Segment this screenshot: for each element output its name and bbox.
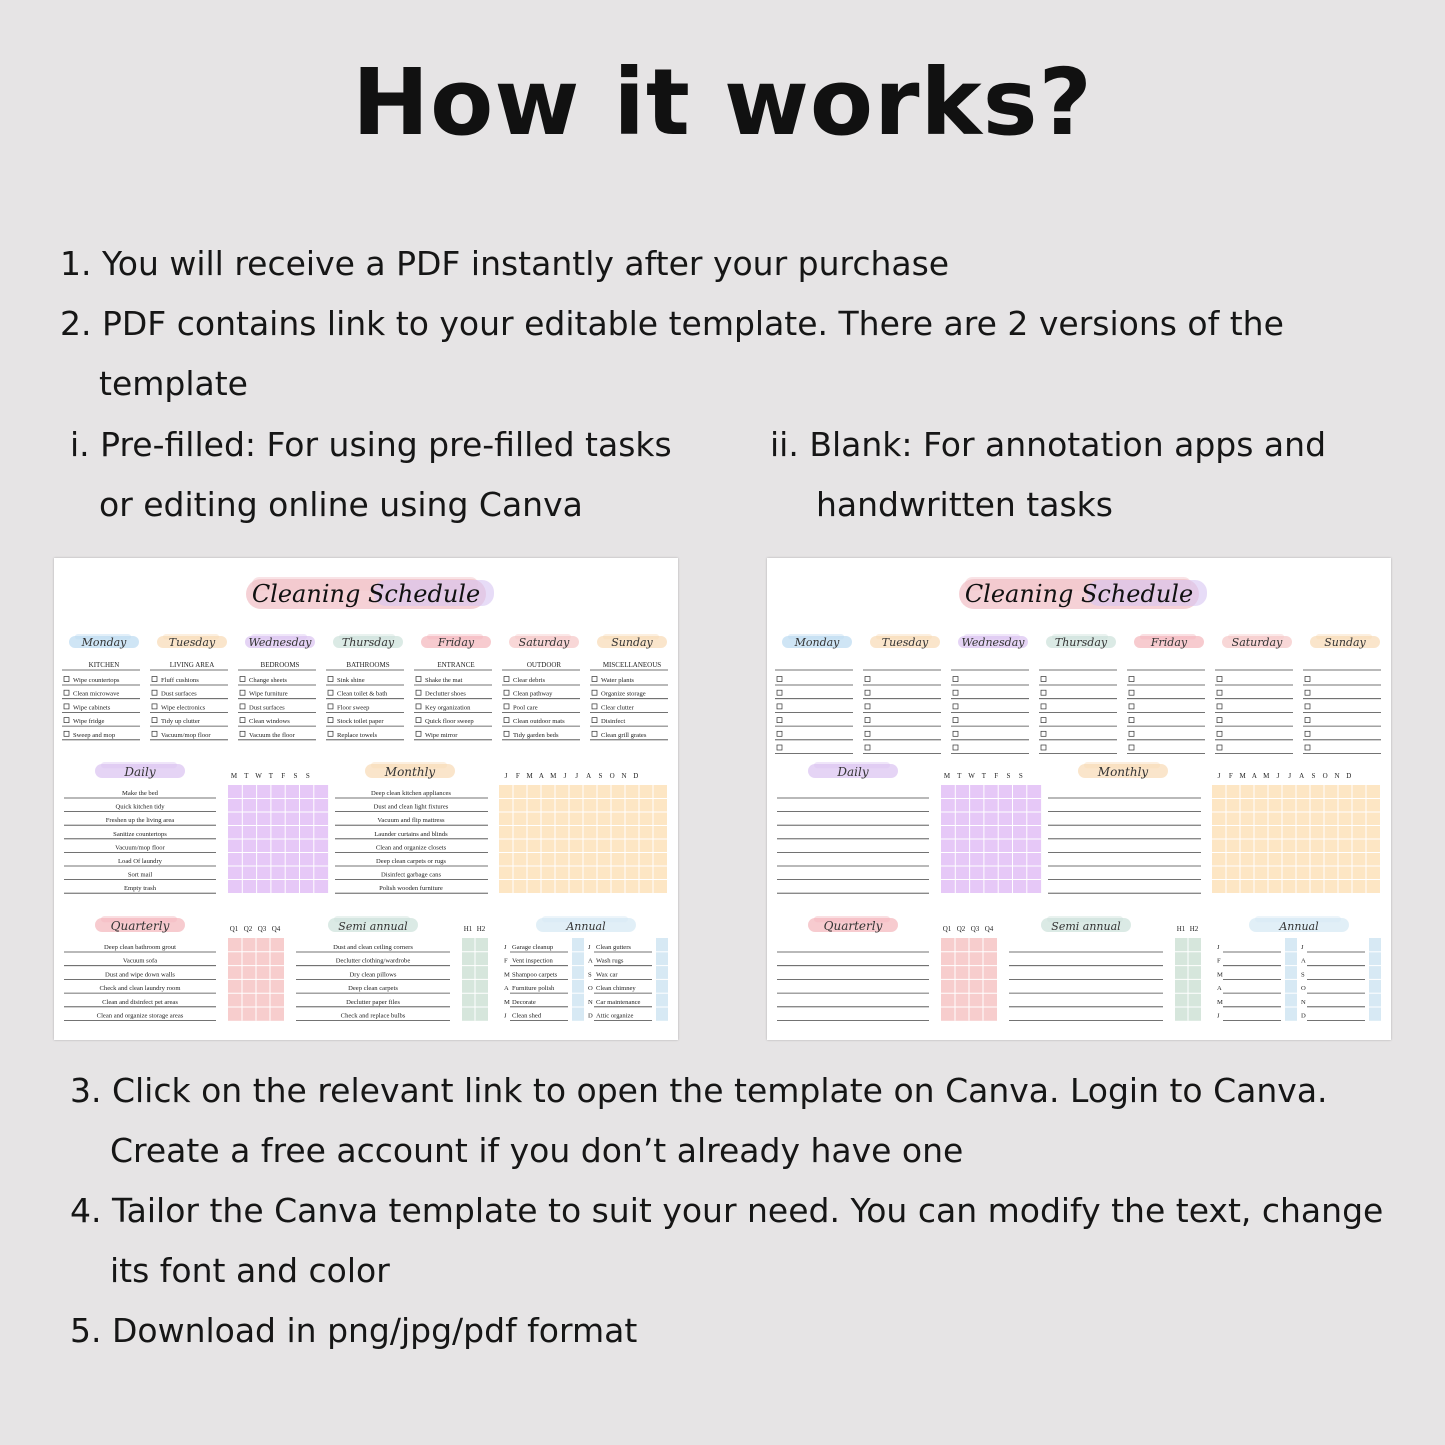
month-letter: M <box>550 772 557 780</box>
checkbox <box>1129 745 1134 750</box>
month-letter: D <box>633 772 639 780</box>
daily-task: Empty trash <box>123 885 157 893</box>
day-label-tuesday: Tuesday <box>881 636 929 649</box>
step-5: 5. Download in png/jpg/pdf format <box>70 1311 638 1350</box>
month-letter: J <box>1217 772 1221 780</box>
checkbox <box>416 718 421 723</box>
checkbox <box>865 731 870 736</box>
monthly-task: Deep clean kitchen appliances <box>370 790 452 797</box>
daily-day-letter: S <box>293 772 298 780</box>
step-2-line-2: template <box>99 364 248 403</box>
month-letter: O <box>1322 772 1328 780</box>
weekly-task: Clear debris <box>513 677 546 684</box>
semi-task: Check and replace bulbs <box>340 1012 406 1020</box>
step-3-line-1: 3. Click on the relevant link to open the template on Canva. Login to Canva. <box>70 1071 1328 1110</box>
annual-month-right: A <box>1301 957 1306 965</box>
version-prefilled-line-1: i. Pre-filled: For using pre-filled tasks <box>70 425 672 464</box>
annual-month-left: F <box>504 957 508 965</box>
weekly-task: Clean grill grates <box>601 731 647 739</box>
checkbox <box>1041 690 1046 695</box>
quarter-label: Q1 <box>942 925 952 933</box>
weekly-task: Wipe mirror <box>425 731 458 739</box>
checkbox <box>240 718 245 723</box>
month-letter: M <box>526 772 533 780</box>
area-label-2: BEDROOMS <box>260 661 300 669</box>
annual-month-right: S <box>588 971 592 979</box>
checkbox <box>865 704 870 709</box>
checkbox <box>1217 731 1222 736</box>
checkbox <box>504 677 509 682</box>
checkbox <box>865 677 870 682</box>
quarterly-label: Quarterly <box>110 919 170 933</box>
quarterly-task: Dust and wipe down walls <box>105 971 175 979</box>
step-1: 1. You will receive a PDF instantly after your purchase <box>60 244 950 283</box>
monthly-task: Clean and organize closets <box>375 844 447 852</box>
checkbox <box>1041 731 1046 736</box>
half-label: H2 <box>476 925 486 933</box>
daily-task: Sort mail <box>127 871 153 879</box>
annual-month-right: A <box>588 957 593 965</box>
weekly-task: Clean outdoor mats <box>513 718 565 726</box>
quarterly-task: Vacuum sofa <box>122 957 158 965</box>
checkbox <box>777 704 782 709</box>
quarter-label: Q3 <box>970 925 980 933</box>
weekly-task: Wipe electronics <box>161 704 206 712</box>
month-letter: M <box>1263 772 1270 780</box>
daily-day-letter: M <box>230 772 238 780</box>
page-title: How it works? <box>352 49 1093 156</box>
annual-task-left: Clean shed <box>512 1012 542 1020</box>
checkbox <box>504 704 509 709</box>
weekly-task: Tidy garden beds <box>513 731 559 739</box>
month-letter: N <box>621 772 627 780</box>
checkbox <box>592 731 597 736</box>
month-letter: A <box>586 772 592 780</box>
quarter-label: Q2 <box>956 925 966 933</box>
checkbox <box>504 731 509 736</box>
checkbox <box>64 677 69 682</box>
checkbox <box>240 690 245 695</box>
month-letter: S <box>1311 772 1316 780</box>
daily-day-letter: W <box>968 772 975 780</box>
checkbox <box>240 677 245 682</box>
checkbox <box>328 704 333 709</box>
weekly-task: Change sheets <box>249 677 287 684</box>
annual-task-left: Decorate <box>512 998 536 1006</box>
weekly-task: Stock toilet paper <box>337 718 384 726</box>
annual-month-left: F <box>1217 957 1221 965</box>
annual-month-right: S <box>1301 971 1305 979</box>
day-label-wednesday: Wednesday <box>961 636 1025 649</box>
semi-label: Semi annual <box>1051 920 1121 933</box>
month-letter: F <box>1228 772 1233 780</box>
checkbox <box>152 690 157 695</box>
month-letter: D <box>1346 772 1352 780</box>
area-label-5: OUTDOOR <box>526 661 562 669</box>
weekly-task: Sink shine <box>337 677 365 684</box>
semi-task: Dust and clean ceiling corners <box>333 944 413 951</box>
month-letter: N <box>1334 772 1340 780</box>
weekly-task: Wipe furniture <box>249 690 288 698</box>
annual-task-right: Wax car <box>596 971 618 979</box>
prefilled-template-svg <box>54 558 678 1040</box>
checkbox <box>1305 718 1310 723</box>
step-2-line-1: 2. PDF contains link to your editable template. There are 2 versions of the <box>60 304 1284 343</box>
day-label-friday: Friday <box>1150 636 1188 649</box>
daily-label: Daily <box>124 765 156 779</box>
checkbox <box>777 677 782 682</box>
daily-task: Make the bed <box>122 790 158 797</box>
month-letter: A <box>1299 772 1305 780</box>
checkbox <box>865 718 870 723</box>
checkbox <box>64 731 69 736</box>
annual-month-right: J <box>588 944 591 951</box>
checkbox <box>953 731 958 736</box>
quarterly-task: Clean and disinfect pet areas <box>102 998 178 1006</box>
daily-day-letter: T <box>981 772 987 780</box>
step-3-line-2: Create a free account if you don’t already have one <box>110 1131 964 1170</box>
day-label-saturday: Saturday <box>1231 636 1283 649</box>
monthly-task: Polish wooden furniture <box>379 885 443 893</box>
quarter-label: Q1 <box>229 925 239 933</box>
template-heading: Cleaning Schedule <box>251 580 481 608</box>
monthly-task: Launder curtains and blinds <box>374 830 448 838</box>
half-label: H2 <box>1189 925 1199 933</box>
checkbox <box>592 690 597 695</box>
month-letter: A <box>1251 772 1257 780</box>
checkbox <box>1305 677 1310 682</box>
month-letter: J <box>1288 772 1292 780</box>
annual-task-left: Shampoo carpets <box>512 971 558 979</box>
annual-month-right: D <box>588 1012 593 1020</box>
annual-month-left: J <box>1217 1012 1220 1020</box>
annual-month-right: O <box>1301 985 1306 993</box>
weekly-task: Clear clutter <box>601 704 634 712</box>
checkbox <box>416 704 421 709</box>
semi-task: Declutter clothing/wardrobe <box>335 957 411 965</box>
checkbox <box>1305 704 1310 709</box>
weekly-task: Declutter shoes <box>425 690 466 698</box>
daily-day-letter: S <box>305 772 310 780</box>
quarter-label: Q3 <box>257 925 267 933</box>
checkbox <box>953 704 958 709</box>
step-4-line-1: 4. Tailor the Canva template to suit your need. You can modify the text, change <box>70 1191 1384 1230</box>
checkbox <box>1305 745 1310 750</box>
daily-task: Quick kitchen tidy <box>115 803 165 811</box>
day-label-thursday: Thursday <box>1054 636 1108 649</box>
month-letter: J <box>504 772 508 780</box>
month-letter: J <box>575 772 579 780</box>
monthly-label: Monthly <box>384 765 436 779</box>
daily-label: Daily <box>837 765 869 779</box>
checkbox <box>1305 731 1310 736</box>
annual-task-right: Attic organize <box>596 1012 634 1020</box>
checkbox <box>328 690 333 695</box>
annual-month-left: M <box>504 998 510 1006</box>
weekly-task: Sweep and mop <box>73 731 116 739</box>
daily-day-letter: T <box>957 772 962 780</box>
quarter-label: Q4 <box>984 925 994 933</box>
annual-task-right: Clean chimney <box>596 985 636 993</box>
month-letter: O <box>609 772 615 780</box>
quarter-label: Q2 <box>243 925 253 933</box>
daily-day-letter: S <box>1018 772 1023 780</box>
annual-month-right: N <box>588 998 593 1006</box>
weekly-task: Water plants <box>601 677 634 684</box>
quarterly-task: Deep clean bathroom grout <box>104 944 176 951</box>
annual-month-left: A <box>504 985 509 993</box>
checkbox <box>504 718 509 723</box>
daily-day-letter: T <box>268 772 274 780</box>
weekly-task: Wipe countertops <box>73 677 120 684</box>
month-letter: M <box>1239 772 1246 780</box>
checkbox <box>152 731 157 736</box>
daily-day-letter: T <box>244 772 249 780</box>
daily-task: Load Of laundry <box>118 858 162 865</box>
checkbox <box>865 745 870 750</box>
blank-template-svg <box>767 558 1391 1040</box>
annual-month-left: M <box>504 971 510 979</box>
weekly-task: Clean toilet & bath <box>337 690 388 698</box>
monthly-task: Disinfect garbage cans <box>380 871 442 879</box>
checkbox <box>64 704 69 709</box>
version-blank-line-1: ii. Blank: For annotation apps and <box>770 425 1327 464</box>
checkbox <box>953 745 958 750</box>
version-blank-line-2: handwritten tasks <box>816 485 1113 524</box>
annual-month-left: M <box>1217 971 1223 979</box>
checkbox <box>777 731 782 736</box>
daily-task: Sanitize countertops <box>113 830 167 838</box>
daily-day-letter: F <box>281 772 286 780</box>
area-label-1: LIVING AREA <box>169 661 215 669</box>
half-label: H1 <box>1176 925 1186 933</box>
checkbox <box>416 731 421 736</box>
checkbox <box>777 718 782 723</box>
month-letter: S <box>598 772 603 780</box>
checkbox <box>953 690 958 695</box>
checkbox <box>240 704 245 709</box>
checkbox <box>328 731 333 736</box>
semi-task: Dry clean pillows <box>349 971 397 979</box>
weekly-task: Wipe fridge <box>73 718 105 726</box>
checkbox <box>64 690 69 695</box>
checkbox <box>865 690 870 695</box>
daily-day-letter: S <box>1006 772 1011 780</box>
weekly-task: Fluff cushions <box>161 677 199 684</box>
checkbox <box>592 677 597 682</box>
step-4-line-2: its font and color <box>110 1251 390 1290</box>
month-letter: F <box>515 772 520 780</box>
daily-day-letter: W <box>255 772 262 780</box>
prefilled-template-preview <box>54 558 678 1040</box>
half-label: H1 <box>463 925 473 933</box>
weekly-task: Clean pathway <box>513 690 553 698</box>
annual-task-right: Car maintenance <box>596 998 641 1006</box>
daily-day-letter: M <box>943 772 951 780</box>
annual-month-right: D <box>1301 1012 1306 1020</box>
day-label-tuesday: Tuesday <box>168 636 216 649</box>
monthly-label: Monthly <box>1097 765 1149 779</box>
weekly-task: Shake the mat <box>425 677 463 684</box>
annual-month-left: J <box>504 1012 507 1020</box>
weekly-task: Clean microwave <box>73 690 120 698</box>
annual-month-left: A <box>1217 985 1222 993</box>
quarterly-task: Clean and organize storage areas <box>96 1012 184 1020</box>
checkbox <box>328 677 333 682</box>
weekly-task: Wipe cabinets <box>73 704 111 712</box>
month-letter: J <box>563 772 567 780</box>
checkbox <box>592 718 597 723</box>
checkbox <box>1217 745 1222 750</box>
blank-template-preview <box>767 558 1391 1040</box>
monthly-task: Deep clean carpets or rugs <box>376 858 446 865</box>
weekly-task: Dust surfaces <box>161 690 197 698</box>
quarter-label: Q4 <box>271 925 281 933</box>
checkbox <box>1217 704 1222 709</box>
annual-task-left: Furniture polish <box>512 985 555 993</box>
quarterly-label: Quarterly <box>823 919 883 933</box>
checkbox <box>240 731 245 736</box>
month-letter: J <box>1276 772 1280 780</box>
checkbox <box>953 718 958 723</box>
day-label-friday: Friday <box>437 636 475 649</box>
monthly-task: Dust and clean light fixtures <box>373 803 449 811</box>
weekly-task: Tidy up clutter <box>161 718 200 726</box>
annual-task-right: Wash rugs <box>596 957 624 965</box>
weekly-task: Vacuum/mop floor <box>161 731 211 739</box>
area-label-6: MISCELLANEOUS <box>602 661 662 669</box>
weekly-task: Replace towels <box>337 731 378 739</box>
annual-month-right: O <box>588 985 593 993</box>
weekly-task: Disinfect <box>601 718 626 726</box>
version-prefilled-line-2: or editing online using Canva <box>99 485 583 524</box>
weekly-task: Clean windows <box>249 718 290 726</box>
weekly-task: Vacuum the floor <box>249 731 295 739</box>
area-label-0: KITCHEN <box>88 661 120 669</box>
checkbox <box>953 677 958 682</box>
weekly-task: Organize storage <box>601 690 646 698</box>
checkbox <box>1217 677 1222 682</box>
checkbox <box>1305 690 1310 695</box>
checkbox <box>592 704 597 709</box>
checkbox <box>504 690 509 695</box>
checkbox <box>328 718 333 723</box>
checkbox <box>777 745 782 750</box>
annual-label: Annual <box>1279 920 1319 933</box>
day-label-monday: Monday <box>794 636 840 649</box>
checkbox <box>1129 677 1134 682</box>
checkbox <box>416 690 421 695</box>
day-label-saturday: Saturday <box>518 636 570 649</box>
weekly-task: Dust surfaces <box>249 704 285 712</box>
semi-task: Declutter paper files <box>346 998 400 1006</box>
checkbox <box>152 677 157 682</box>
checkbox <box>64 718 69 723</box>
day-label-sunday: Sunday <box>611 636 653 649</box>
checkbox <box>777 690 782 695</box>
annual-month-left: J <box>1217 944 1220 951</box>
area-label-4: ENTRANCE <box>437 661 475 669</box>
checkbox <box>1217 718 1222 723</box>
checkbox <box>1041 718 1046 723</box>
area-label-3: BATHROOMS <box>346 661 390 669</box>
checkbox <box>1217 690 1222 695</box>
annual-label: Annual <box>566 920 606 933</box>
checkbox <box>416 677 421 682</box>
annual-month-left: J <box>504 944 507 951</box>
day-label-wednesday: Wednesday <box>248 636 312 649</box>
semi-task: Deep clean carpets <box>348 985 398 993</box>
semi-label: Semi annual <box>338 920 408 933</box>
day-label-monday: Monday <box>81 636 127 649</box>
annual-task-right: Clean gutters <box>596 944 631 951</box>
checkbox <box>1041 677 1046 682</box>
day-label-sunday: Sunday <box>1324 636 1366 649</box>
annual-month-left: M <box>1217 998 1223 1006</box>
weekly-task: Pool care <box>513 704 538 712</box>
quarterly-task: Check and clean laundry room <box>99 985 181 993</box>
annual-task-left: Vent inspection <box>512 957 553 965</box>
monthly-task: Vacuum and flip mattress <box>377 817 445 825</box>
weekly-task: Quick floor sweep <box>425 718 474 726</box>
annual-month-right: N <box>1301 998 1306 1006</box>
daily-task: Freshen up the living area <box>105 817 175 825</box>
annual-task-left: Garage cleanup <box>512 944 554 951</box>
day-label-thursday: Thursday <box>341 636 395 649</box>
daily-day-letter: F <box>994 772 999 780</box>
annual-month-right: J <box>1301 944 1304 951</box>
weekly-task: Floor sweep <box>337 704 370 712</box>
checkbox <box>1129 731 1134 736</box>
checkbox <box>1041 704 1046 709</box>
month-letter: A <box>538 772 544 780</box>
checkbox <box>1129 718 1134 723</box>
checkbox <box>152 704 157 709</box>
daily-task: Vacuum/mop floor <box>115 844 165 852</box>
weekly-task: Key organization <box>425 704 471 712</box>
checkbox <box>1129 704 1134 709</box>
template-heading: Cleaning Schedule <box>964 580 1194 608</box>
checkbox <box>152 718 157 723</box>
checkbox <box>1041 745 1046 750</box>
checkbox <box>1129 690 1134 695</box>
